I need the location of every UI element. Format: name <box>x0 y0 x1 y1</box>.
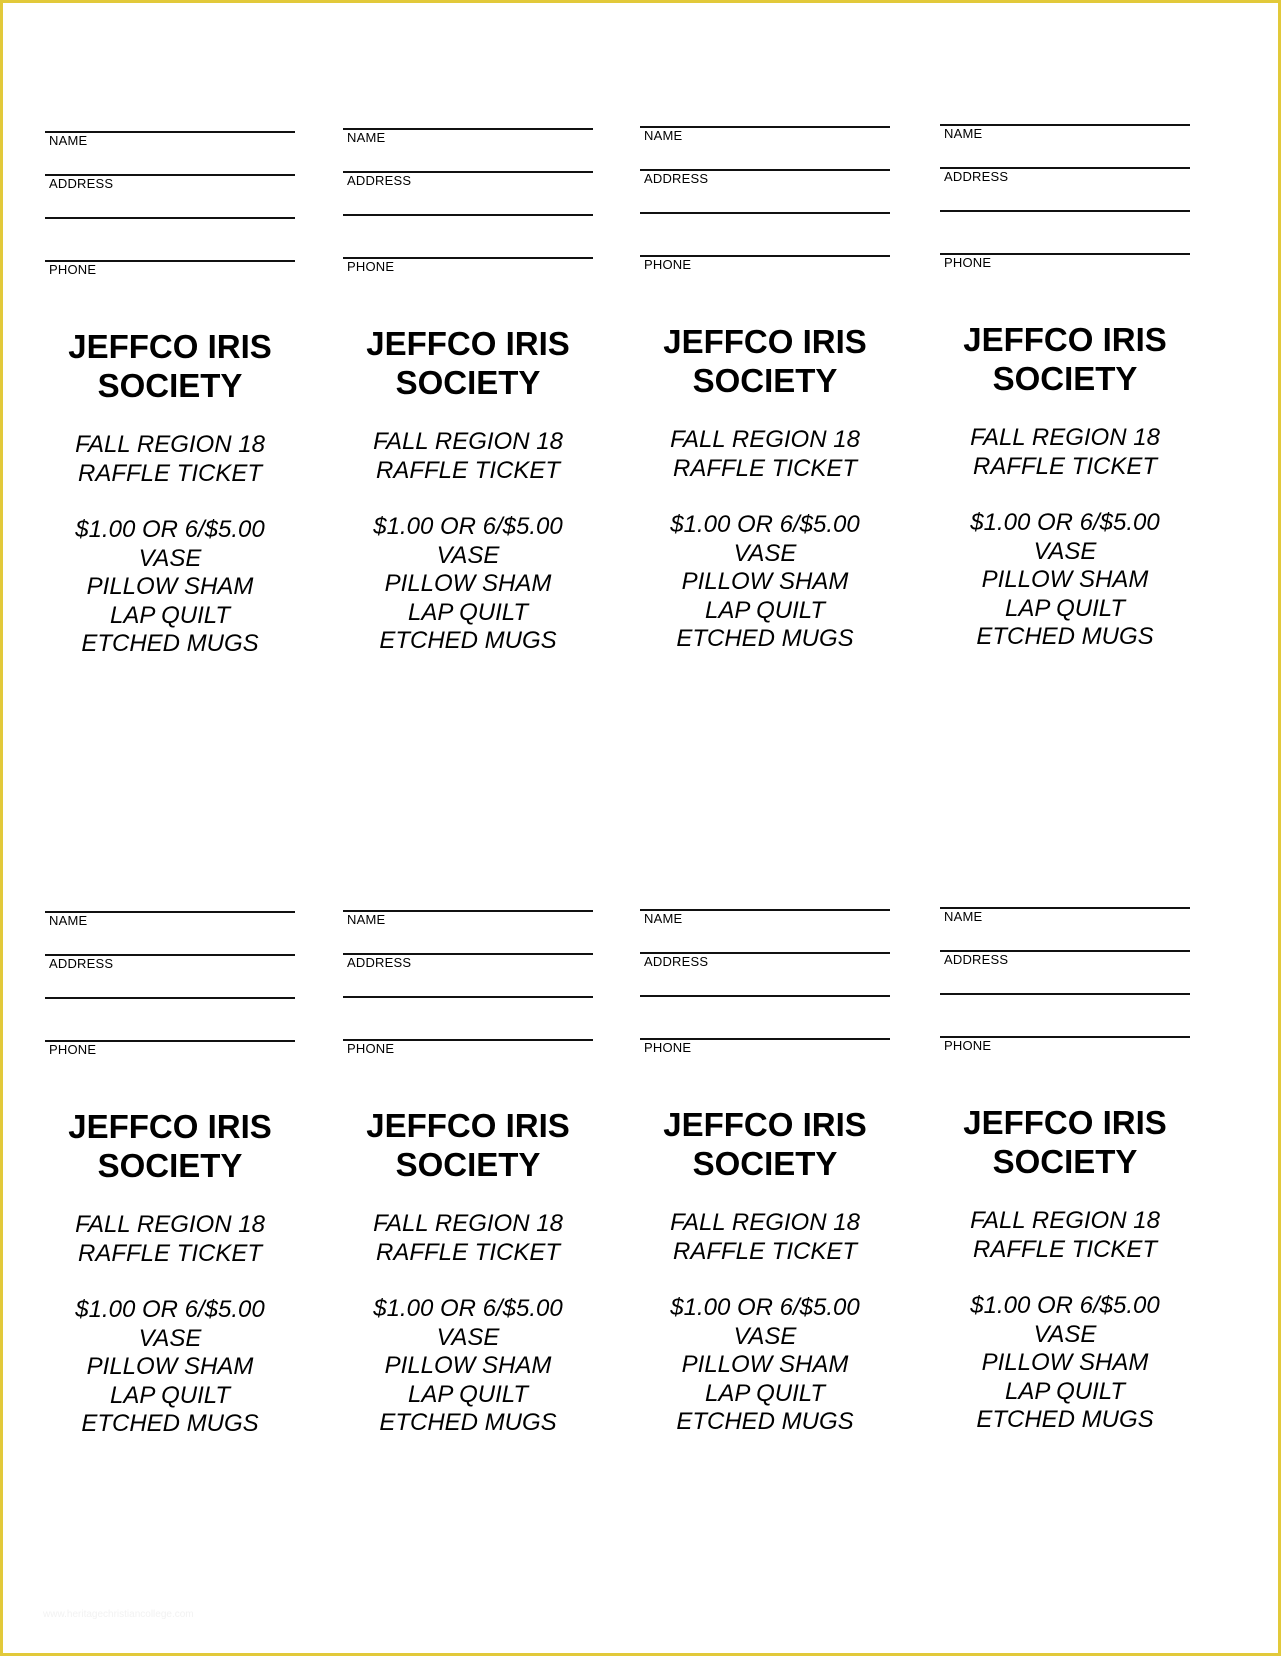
title-line-2: SOCIETY <box>992 360 1138 397</box>
prize-item: ETCHED MUGS <box>379 627 557 654</box>
event-line-2: RAFFLE TICKET <box>672 454 858 482</box>
ticket-body <box>323 1106 613 1438</box>
ticket-fields <box>640 126 890 286</box>
name-label: NAME <box>49 133 88 148</box>
raffle-ticket <box>343 128 593 654</box>
prize-item: LAP QUILT <box>704 596 826 624</box>
address-line-2[interactable] <box>940 210 1190 212</box>
address-label: ADDRESS <box>49 176 114 191</box>
prize-item: VASE <box>138 544 202 572</box>
event-line-2: RAFFLE TICKET <box>77 1239 263 1267</box>
prize-item: PILLOW SHAM <box>384 570 552 597</box>
event-subtitle <box>323 428 613 485</box>
title-line-1: JEFFCO IRIS <box>68 328 272 365</box>
price-and-prizes <box>620 511 910 654</box>
title-line-1: JEFFCO IRIS <box>663 323 867 360</box>
ticket-fields <box>940 124 1190 284</box>
event-subtitle <box>25 1211 315 1268</box>
ticket-body <box>620 1105 910 1437</box>
prize-item: PILLOW SHAM <box>681 1351 849 1378</box>
prize-item: LAP QUILT <box>109 1381 231 1409</box>
society-title <box>920 1103 1210 1181</box>
address-line-2[interactable] <box>343 996 593 998</box>
phone-label: PHONE <box>644 1040 692 1055</box>
ticket-fields <box>940 907 1190 1067</box>
ticket-fields <box>45 131 295 291</box>
event-line-1: FALL REGION 18 <box>670 1209 860 1236</box>
event-line-1: FALL REGION 18 <box>75 431 265 458</box>
prize-item: ETCHED MUGS <box>976 1406 1154 1433</box>
price-text: $1.00 OR 6/$5.00 <box>970 1292 1160 1319</box>
address-label: ADDRESS <box>944 169 1009 184</box>
event-line-1: FALL REGION 18 <box>670 426 860 453</box>
prize-item: PILLOW SHAM <box>384 1352 552 1379</box>
ticket-fields <box>640 909 890 1069</box>
address-label: ADDRESS <box>49 956 114 971</box>
address-label: ADDRESS <box>644 954 709 969</box>
raffle-ticket <box>640 909 890 1435</box>
title-line-1: JEFFCO IRIS <box>963 1104 1167 1141</box>
prize-item: VASE <box>138 1324 202 1352</box>
society-title <box>920 320 1210 398</box>
address-label: ADDRESS <box>944 952 1009 967</box>
event-line-2: RAFFLE TICKET <box>672 1237 858 1265</box>
name-label: NAME <box>944 909 983 924</box>
event-line-2: RAFFLE TICKET <box>375 456 561 484</box>
raffle-ticket <box>640 126 890 652</box>
price-text: $1.00 OR 6/$5.00 <box>373 1295 563 1322</box>
price-and-prizes <box>323 1295 613 1438</box>
event-line-2: RAFFLE TICKET <box>972 452 1158 480</box>
prize-item: PILLOW SHAM <box>86 573 254 600</box>
price-and-prizes <box>323 513 613 656</box>
prize-item: PILLOW SHAM <box>981 566 1149 593</box>
title-line-1: JEFFCO IRIS <box>68 1108 272 1145</box>
title-line-1: JEFFCO IRIS <box>663 1106 867 1143</box>
prize-item: VASE <box>733 539 797 567</box>
prize-item: VASE <box>436 541 500 569</box>
raffle-ticket <box>45 911 295 1437</box>
title-line-2: SOCIETY <box>395 1146 541 1183</box>
price-text: $1.00 OR 6/$5.00 <box>75 516 265 543</box>
name-label: NAME <box>644 128 683 143</box>
prize-item: LAP QUILT <box>1004 594 1126 622</box>
ticket-body <box>620 322 910 654</box>
price-and-prizes <box>620 1294 910 1437</box>
prize-item: LAP QUILT <box>1004 1377 1126 1405</box>
prize-item: LAP QUILT <box>704 1379 826 1407</box>
title-line-1: JEFFCO IRIS <box>963 321 1167 358</box>
raffle-ticket <box>45 131 295 657</box>
ticket-fields <box>45 911 295 1071</box>
raffle-ticket <box>343 910 593 1436</box>
address-line-2[interactable] <box>45 997 295 999</box>
event-line-1: FALL REGION 18 <box>373 428 563 455</box>
prize-item: VASE <box>1033 537 1097 565</box>
title-line-2: SOCIETY <box>97 367 243 404</box>
address-line-2[interactable] <box>640 212 890 214</box>
address-line-2[interactable] <box>640 995 890 997</box>
ticket-body <box>323 324 613 656</box>
name-label: NAME <box>644 911 683 926</box>
prize-item: LAP QUILT <box>407 598 529 626</box>
name-label: NAME <box>347 912 386 927</box>
phone-label: PHONE <box>49 262 97 277</box>
address-line-2[interactable] <box>45 217 295 219</box>
name-label: NAME <box>944 126 983 141</box>
phone-label: PHONE <box>944 1038 992 1053</box>
name-label: NAME <box>347 130 386 145</box>
event-subtitle <box>323 1210 613 1267</box>
event-line-1: FALL REGION 18 <box>970 424 1160 451</box>
society-title <box>25 1107 315 1185</box>
raffle-ticket <box>940 907 1190 1433</box>
event-line-1: FALL REGION 18 <box>373 1210 563 1237</box>
prize-item: LAP QUILT <box>407 1380 529 1408</box>
society-title <box>323 1106 613 1184</box>
ticket-body <box>920 1103 1210 1435</box>
event-line-2: RAFFLE TICKET <box>972 1235 1158 1263</box>
watermark-text: www.heritagechristiancollege.com <box>43 1609 194 1620</box>
prize-item: ETCHED MUGS <box>81 630 259 657</box>
prize-item: VASE <box>733 1322 797 1350</box>
address-line-2[interactable] <box>940 993 1190 995</box>
phone-label: PHONE <box>347 1041 395 1056</box>
event-subtitle <box>25 431 315 488</box>
society-title <box>323 324 613 402</box>
title-line-1: JEFFCO IRIS <box>366 1107 570 1144</box>
title-line-2: SOCIETY <box>395 364 541 401</box>
price-text: $1.00 OR 6/$5.00 <box>970 509 1160 536</box>
prize-item: PILLOW SHAM <box>981 1349 1149 1376</box>
event-line-1: FALL REGION 18 <box>75 1211 265 1238</box>
address-label: ADDRESS <box>347 173 412 188</box>
event-line-2: RAFFLE TICKET <box>375 1238 561 1266</box>
address-label: ADDRESS <box>644 171 709 186</box>
price-text: $1.00 OR 6/$5.00 <box>670 1294 860 1321</box>
price-text: $1.00 OR 6/$5.00 <box>670 511 860 538</box>
ticket-body <box>920 320 1210 652</box>
prize-item: PILLOW SHAM <box>86 1353 254 1380</box>
ticket-body <box>25 327 315 659</box>
prize-item: VASE <box>1033 1320 1097 1348</box>
prize-item: PILLOW SHAM <box>681 568 849 595</box>
address-line-2[interactable] <box>343 214 593 216</box>
title-line-1: JEFFCO IRIS <box>366 325 570 362</box>
price-and-prizes <box>25 1296 315 1439</box>
event-subtitle <box>620 1209 910 1266</box>
phone-label: PHONE <box>644 257 692 272</box>
title-line-2: SOCIETY <box>97 1147 243 1184</box>
price-and-prizes <box>920 509 1210 652</box>
title-line-2: SOCIETY <box>992 1143 1138 1180</box>
event-subtitle <box>920 1207 1210 1264</box>
society-title <box>620 1105 910 1183</box>
prize-item: ETCHED MUGS <box>676 625 854 652</box>
prize-item: ETCHED MUGS <box>976 623 1154 650</box>
price-text: $1.00 OR 6/$5.00 <box>373 513 563 540</box>
title-line-2: SOCIETY <box>692 362 838 399</box>
address-label: ADDRESS <box>347 955 412 970</box>
society-title <box>620 322 910 400</box>
phone-label: PHONE <box>49 1042 97 1057</box>
event-subtitle <box>620 426 910 483</box>
prize-item: ETCHED MUGS <box>379 1409 557 1436</box>
name-label: NAME <box>49 913 88 928</box>
ticket-body <box>25 1107 315 1439</box>
prize-item: ETCHED MUGS <box>676 1408 854 1435</box>
ticket-fields <box>343 128 593 288</box>
prize-item: ETCHED MUGS <box>81 1410 259 1437</box>
phone-label: PHONE <box>347 259 395 274</box>
price-text: $1.00 OR 6/$5.00 <box>75 1296 265 1323</box>
raffle-ticket <box>940 124 1190 650</box>
prize-item: VASE <box>436 1323 500 1351</box>
price-and-prizes <box>920 1292 1210 1435</box>
prize-item: LAP QUILT <box>109 601 231 629</box>
title-line-2: SOCIETY <box>692 1145 838 1182</box>
event-line-1: FALL REGION 18 <box>970 1207 1160 1234</box>
price-and-prizes <box>25 516 315 659</box>
society-title <box>25 327 315 405</box>
event-line-2: RAFFLE TICKET <box>77 459 263 487</box>
phone-label: PHONE <box>944 255 992 270</box>
event-subtitle <box>920 424 1210 481</box>
ticket-fields <box>343 910 593 1070</box>
